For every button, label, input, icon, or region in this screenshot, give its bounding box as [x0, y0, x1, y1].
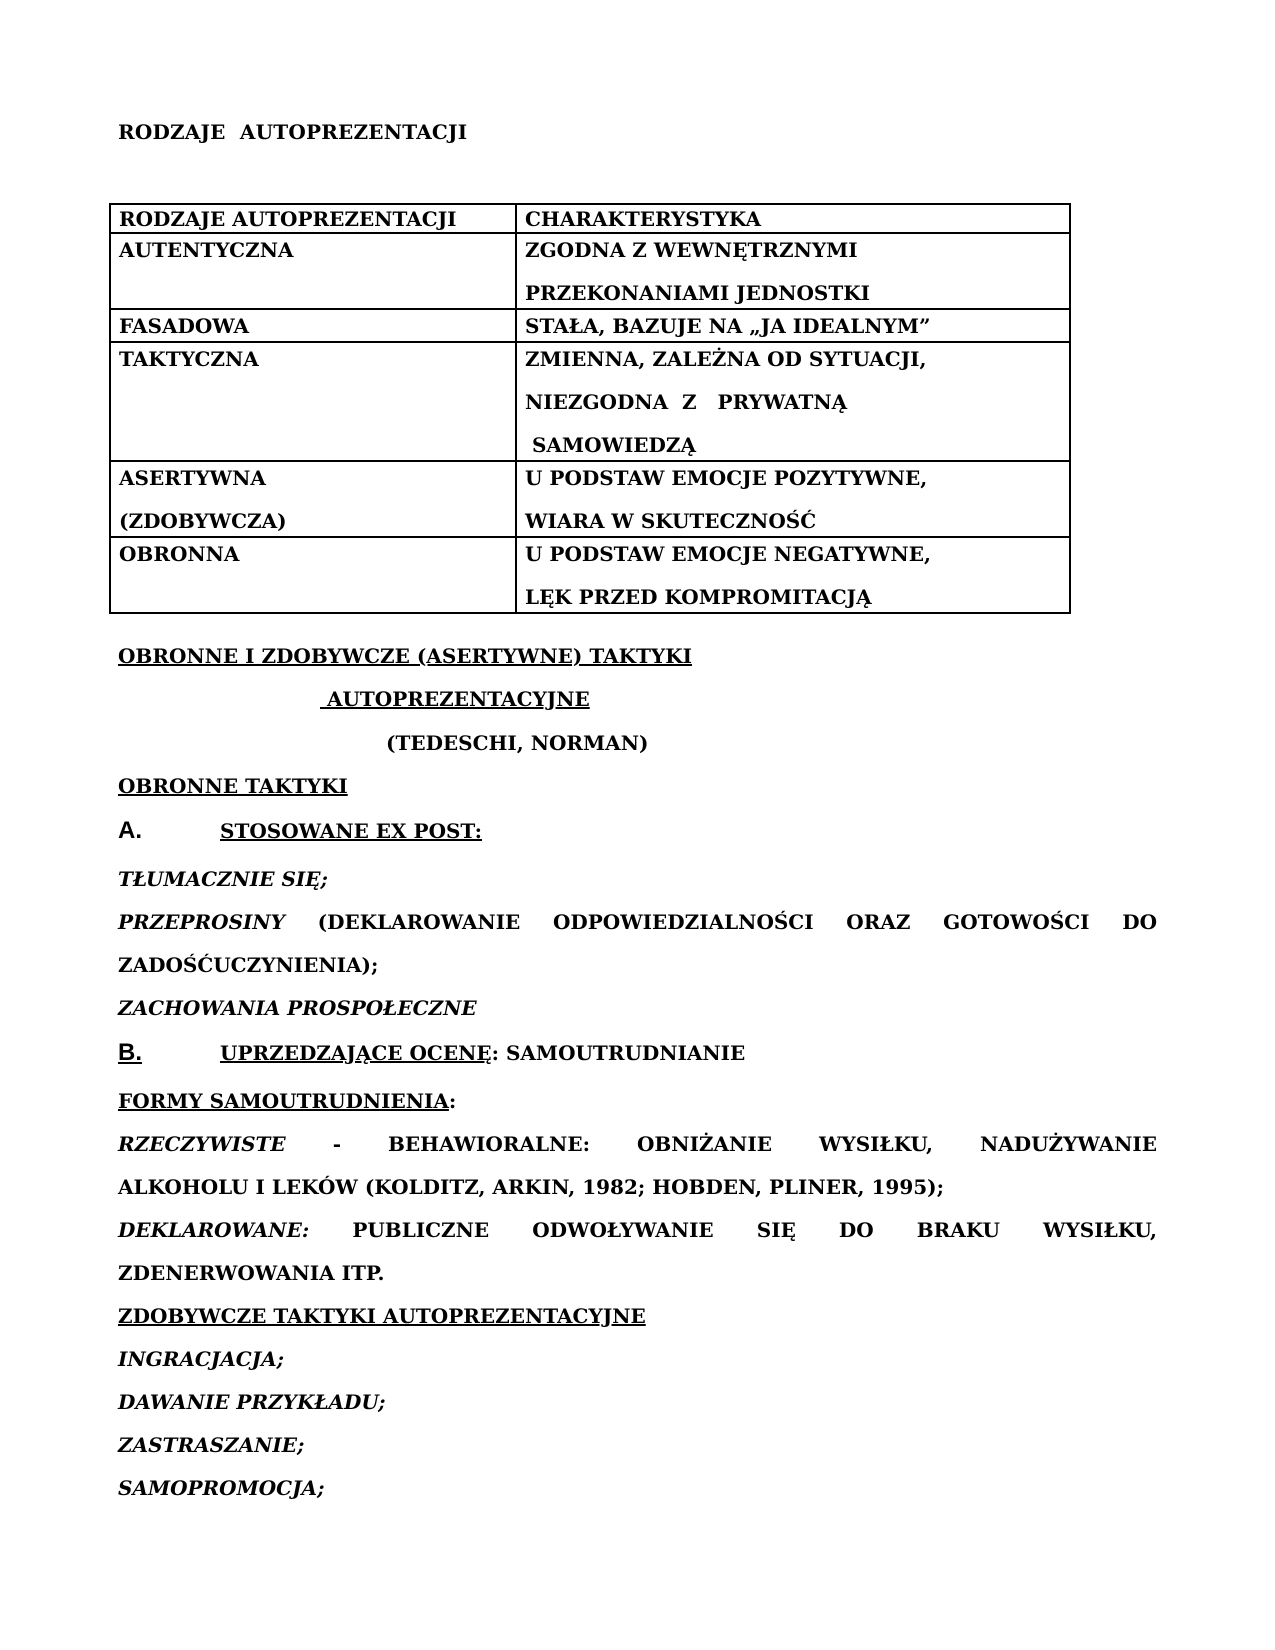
row-desc: LĘK PRZED KOMPROMITACJĄ — [525, 585, 872, 609]
forms-heading-colon: : — [448, 1089, 457, 1113]
table-row — [110, 309, 1070, 342]
real-term: RZECZYWISTE — [118, 1132, 286, 1156]
form-declared — [118, 1218, 1157, 1242]
apology-term: PRZEPROSINY — [118, 910, 285, 934]
subsection-a — [118, 817, 482, 845]
subsection-b-letter: B. — [118, 1039, 142, 1066]
table-row — [110, 461, 1070, 537]
row-type: ASERTYWNA — [119, 466, 266, 490]
subsection-b-rest: : SAMOUTRUDNIANIE — [491, 1041, 746, 1065]
row-desc: WIARA W SKUTECZNOŚĆ — [525, 509, 817, 533]
assertive-heading: ZDOBYWCZE TAKTYKI AUTOPREZENTACYJNE — [118, 1304, 646, 1328]
defensive-item-prosocial: ZACHOWANIA PROSPOŁECZNE — [118, 996, 477, 1020]
real-desc-cont: ALKOHOLU I LEKÓW (KOLDITZ, ARKIN, 1982; HOBDEN, PLINER, 1995); — [118, 1175, 944, 1199]
table-header-type: RODZAJE AUTOPREZENTACJI — [110, 204, 516, 233]
self-presentation-table — [109, 203, 1071, 614]
apology-desc: (DEKLAROWANIE ODPOWIEDZIALNOŚCI ORAZ GOTOWOŚCI DO — [317, 910, 1157, 934]
section-authors: (TEDESCHI, NORMAN) — [386, 731, 649, 755]
subsection-a-letter: A. — [118, 817, 142, 844]
row-desc: U PODSTAW EMOCJE NEGATYWNE, — [525, 542, 931, 566]
row-type: (ZDOBYWCZA) — [119, 509, 287, 533]
row-desc: ZGODNA Z WEWNĘTRZNYMI — [525, 238, 858, 262]
row-type: TAKTYCZNA — [119, 347, 259, 371]
row-type: AUTENTYCZNA — [119, 238, 294, 262]
row-desc: STAŁA, BAZUJE NA „JA IDEALNYM” — [525, 314, 931, 338]
table-header-row — [110, 204, 1070, 233]
apology-desc-cont: ZADOŚĆUCZYNIENIA); — [118, 953, 379, 977]
section-heading-line2: AUTOPREZENTACYJNE — [320, 687, 590, 711]
subsection-a-label: STOSOWANE EX POST: — [220, 819, 482, 843]
assertive-item: DAWANIE PRZYKŁADU; — [118, 1390, 386, 1414]
assertive-item: SAMOPROMOCJA; — [118, 1476, 325, 1500]
assertive-item: ZASTRASZANIE; — [118, 1433, 305, 1457]
defensive-item-explaining: TŁUMACZNIE SIĘ; — [118, 867, 328, 891]
row-desc: SAMOWIEDZĄ — [525, 433, 697, 457]
row-desc: NIEZGODNA Z PRYWATNĄ — [525, 390, 848, 414]
table-row — [110, 233, 1070, 309]
defensive-item-apology — [118, 910, 1157, 934]
declared-desc-cont: ZDENERWOWANIA ITP. — [118, 1261, 385, 1285]
form-real — [118, 1132, 1157, 1156]
forms-heading — [118, 1089, 456, 1113]
row-type: OBRONNA — [119, 542, 240, 566]
subsection-b-label: UPRZEDZAJĄCE OCENĘ — [220, 1041, 492, 1065]
document-title: RODZAJE AUTOPREZENTACJI — [118, 120, 468, 144]
row-desc: ZMIENNA, ZALEŻNA OD SYTUACJI, — [525, 347, 927, 371]
declared-term: DEKLAROWANE: — [118, 1218, 310, 1242]
real-dash: - — [332, 1132, 341, 1156]
table-row — [110, 342, 1070, 461]
subsection-b — [118, 1039, 745, 1067]
row-desc: PRZEKONANIAMI JEDNOSTKI — [525, 281, 870, 305]
row-desc: U PODSTAW EMOCJE POZYTYWNE, — [525, 466, 928, 490]
defensive-heading: OBRONNE TAKTYKI — [118, 774, 348, 798]
table-row — [110, 537, 1070, 613]
declared-desc: PUBLICZNE ODWOŁYWANIE SIĘ DO BRAKU WYSIŁKU, — [352, 1218, 1157, 1242]
section-heading-line1: OBRONNE I ZDOBYWCZE (ASERTYWNE) TAKTYKI — [118, 644, 692, 668]
row-type: FASADOWA — [119, 314, 249, 338]
real-desc: BEHAWIORALNE: OBNIŻANIE WYSIŁKU, NADUŻYWANIE — [388, 1132, 1157, 1156]
table-header-characteristic: CHARAKTERYSTYKA — [516, 204, 1070, 233]
assertive-item: INGRACJACJA; — [118, 1347, 285, 1371]
forms-heading-text: FORMY SAMOUTRUDNIENIA — [118, 1089, 449, 1113]
